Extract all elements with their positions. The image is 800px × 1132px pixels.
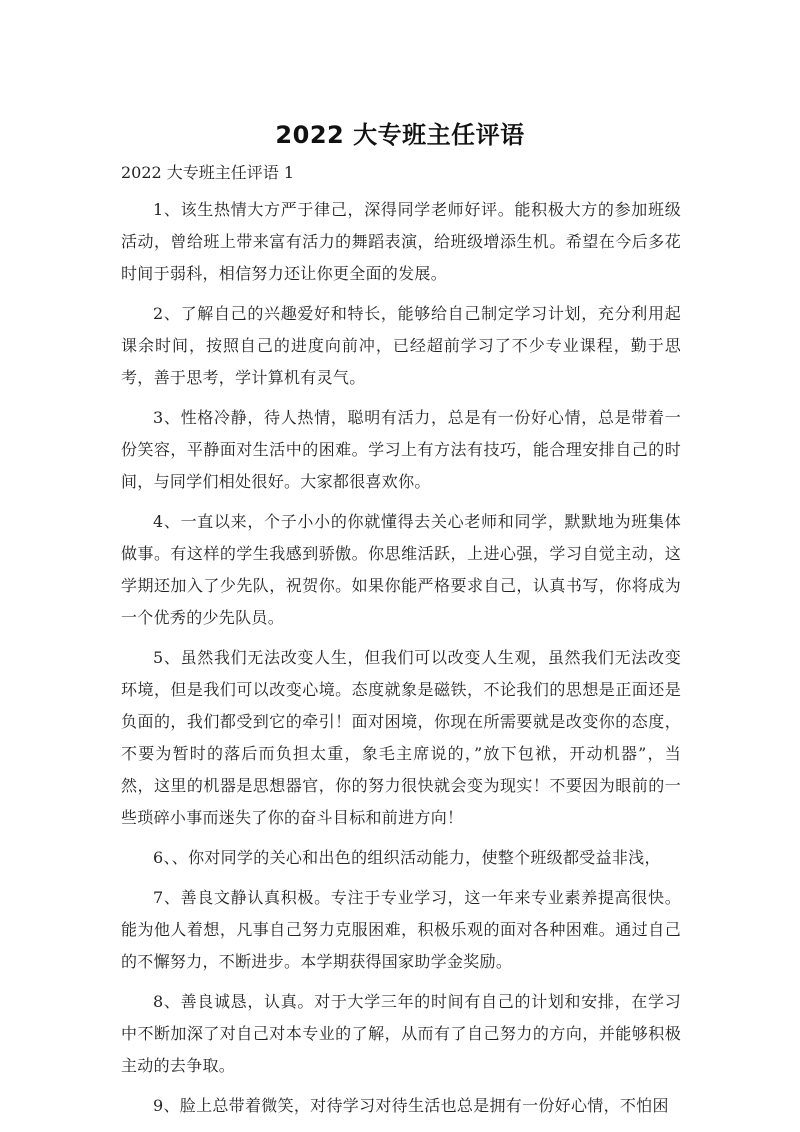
paragraph-3: 3、性格冷静，待人热情，聪明有活力，总是有一份好心情，总是带着一份笑容，平静面对生活中的困难。学习上有方法有技巧，能合理安排自己的时间，与同学们相处很好。大家都很喜欢你。 (121, 408, 681, 491)
paragraph-9: 9、脸上总带着微笑，对待学习对待生活也总是拥有一份好心情，不怕困 (153, 1096, 669, 1115)
section-heading: 2022 大专班主任评语 1 (121, 163, 295, 182)
paragraph-1: 1、该生热情大方严于律己，深得同学老师好评。能积极大方的参加班级活动，曾给班上带来富有活力的舞蹈表演，给班级增添生机。希望在今后多花时间于弱科，相信努力还让你更全面的发展。 (121, 200, 681, 283)
document-title: 2022 大专班主任评语 (275, 121, 525, 149)
paragraph-7: 7、善良文静认真积极。专注于专业学习，这一年来专业素养提高很快。能为他人着想，凡事自己努力克服困难，积极乐观的面对各种困难。通过自己的不懈努力，不断进步。本学期获得国家助学金奖励。 (121, 888, 681, 971)
paragraph-5: 5、虽然我们无法改变人生，但我们可以改变人生观，虽然我们无法改变环境，但是我们可以改变心境。态度就象是磁铁，不论我们的思想是正面还是负面的，我们都受到它的牵引！面对困境，你现在所需要就是改变你的态度，不要为暂时的落后而负担太重，象毛主席说的，”放下包袱，开动机器”，当然，这里的机器是思想器官，你的努力很快就会变为现实！不要因为眼前的一些琐碎小事而迷失了你的奋斗目标和前进方向！ (121, 648, 681, 827)
paragraph-8: 8、善良诚恳，认真。对于大学三年的时间有自己的计划和安排，在学习中不断加深了对自己对本专业的了解，从而有了自己努力的方向，并能够积极主动的去争取。 (121, 992, 681, 1075)
paragraph-4: 4、一直以来，个子小小的你就懂得去关心老师和同学，默默地为班集体做事。有这样的学生我感到骄傲。你思维活跃，上进心强，学习自觉主动，这学期还加入了少先队，祝贺你。如果你能严格要求自己，认真书写，你将成为一个优秀的少先队员。 (121, 512, 681, 627)
paragraph-2: 2、了解自己的兴趣爱好和特长，能够给自己制定学习计划，充分利用起课余时间，按照自己的进度向前冲，已经超前学习了不少专业课程，勤于思考，善于思考，学计算机有灵气。 (121, 304, 681, 387)
document-body (121, 194, 681, 1130)
paragraph-6: 6、、你对同学的关心和出色的组织活动能力，使整个班级都受益非浅， (153, 848, 661, 867)
